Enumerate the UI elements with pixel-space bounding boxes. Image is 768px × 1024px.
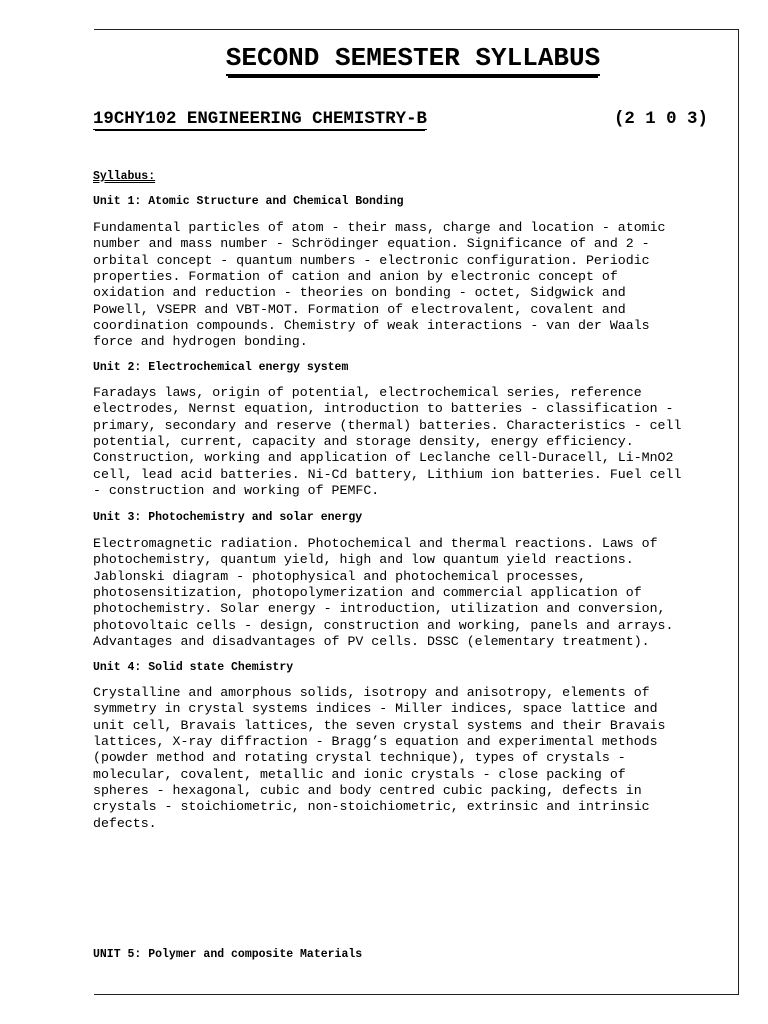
unit-3-line: photosensitization, photopolymerization and commercial application of xyxy=(93,585,642,601)
unit-1-line: Powell, VSEPR and VBT-MOT. Formation of electrovalent, covalent and xyxy=(93,301,626,317)
unit-4-line: crystals - stoichiometric, non-stoichiometric, extrinsic and intrinsic xyxy=(93,799,650,815)
unit-4-body xyxy=(93,685,666,832)
unit-1-line: Fundamental particles of atom - their mass, charge and location - atomic xyxy=(93,220,666,235)
unit-1-line: force and hydrogen bonding. xyxy=(93,334,308,350)
page-title-text: SECOND SEMESTER SYLLABUS xyxy=(226,43,600,76)
unit-4-line: molecular, covalent, metallic and ionic crystals - close packing of xyxy=(93,766,626,782)
unit-1-line: properties. Formation of cation and anion by electronic concept of xyxy=(93,269,618,285)
unit-3-heading: Unit 3: Photochemistry and solar energy xyxy=(93,511,363,524)
unit-4-line: defects. xyxy=(93,815,157,831)
course-code-title-text: 19CHY102 ENGINEERING CHEMISTRY-B xyxy=(93,110,427,129)
unit-3-line: photochemistry, quantum yield, high and low quantum yield reactions. xyxy=(93,552,634,568)
unit-4-line: unit cell, Bravais lattices, the seven crystal systems and their Bravais xyxy=(93,717,666,733)
unit-4-line: lattices, X-ray diffraction - Bragg’s equation and experimental methods xyxy=(93,734,658,750)
unit-2-line: primary, secondary and reserve (thermal) batteries. Characteristics - cell xyxy=(93,417,682,433)
unit-3-line: Advantages and disadvantages of PV cells. DSSC (elementary treatment). xyxy=(93,634,650,650)
unit-1-heading: Unit 1: Atomic Structure and Chemical Bonding xyxy=(93,195,404,208)
unit-1-line: number and mass number - Schrödinger equation. Significance of and 2 - xyxy=(93,236,650,252)
page-border-right xyxy=(738,29,739,995)
unit-4-line: (powder method and rotating crystal technique), types of crystals - xyxy=(93,750,626,766)
unit-2-line: potential, current, capacity and storage density, energy efficiency. xyxy=(93,434,634,450)
unit-5-heading: UNIT 5: Polymer and composite Materials xyxy=(93,948,363,961)
course-credits: (2 1 0 3) xyxy=(614,110,708,129)
unit-3-line: Electromagnetic radiation. Photochemical and thermal reactions. Laws of xyxy=(93,536,658,551)
unit-2-line: Construction, working and application of Leclanche cell-Duracell, Li-MnO2 xyxy=(93,450,674,466)
unit-4-line: symmetry in crystal systems indices - Miller indices, space lattice and xyxy=(93,701,658,717)
unit-1-line: coordination compounds. Chemistry of weak interactions - van der Waals xyxy=(93,318,650,334)
unit-2-line: electrodes, Nernst equation, introduction to batteries - classification - xyxy=(93,401,674,417)
page-border-top xyxy=(94,29,738,30)
unit-4-line: Crystalline and amorphous solids, isotropy and anisotropy, elements of xyxy=(93,685,650,700)
unit-3-line: Jablonski diagram - photophysical and photochemical processes, xyxy=(93,568,586,584)
unit-1-line: oxidation and reduction - theories on bonding - octet, Sidgwick and xyxy=(93,285,626,301)
unit-3-line: photovoltaic cells - design, construction and working, panels and arrays. xyxy=(93,617,674,633)
unit-3-line: photochemistry. Solar energy - introduction, utilization and conversion, xyxy=(93,601,666,617)
page-title xyxy=(0,42,768,74)
unit-3-body xyxy=(93,536,673,650)
unit-2-body xyxy=(93,385,681,499)
unit-2-line: cell, lead acid batteries. Ni-Cd battery, Lithium ion batteries. Fuel cell xyxy=(93,466,682,482)
unit-2-line: Faradays laws, origin of potential, electrochemical series, reference xyxy=(93,385,642,400)
unit-1-body xyxy=(93,220,666,351)
unit-4-heading: Unit 4: Solid state Chemistry xyxy=(93,661,294,674)
course-code-title xyxy=(93,108,427,132)
unit-2-heading: Unit 2: Electrochemical energy system xyxy=(93,361,349,374)
unit-1-line: orbital concept - quantum numbers - electronic configuration. Periodic xyxy=(93,252,650,268)
page-border-bottom xyxy=(94,994,738,995)
unit-2-line: - construction and working of PEMFC. xyxy=(93,483,380,499)
syllabus-label: Syllabus: xyxy=(93,170,156,183)
unit-4-line: spheres - hexagonal, cubic and body centred cubic packing, defects in xyxy=(93,783,642,799)
